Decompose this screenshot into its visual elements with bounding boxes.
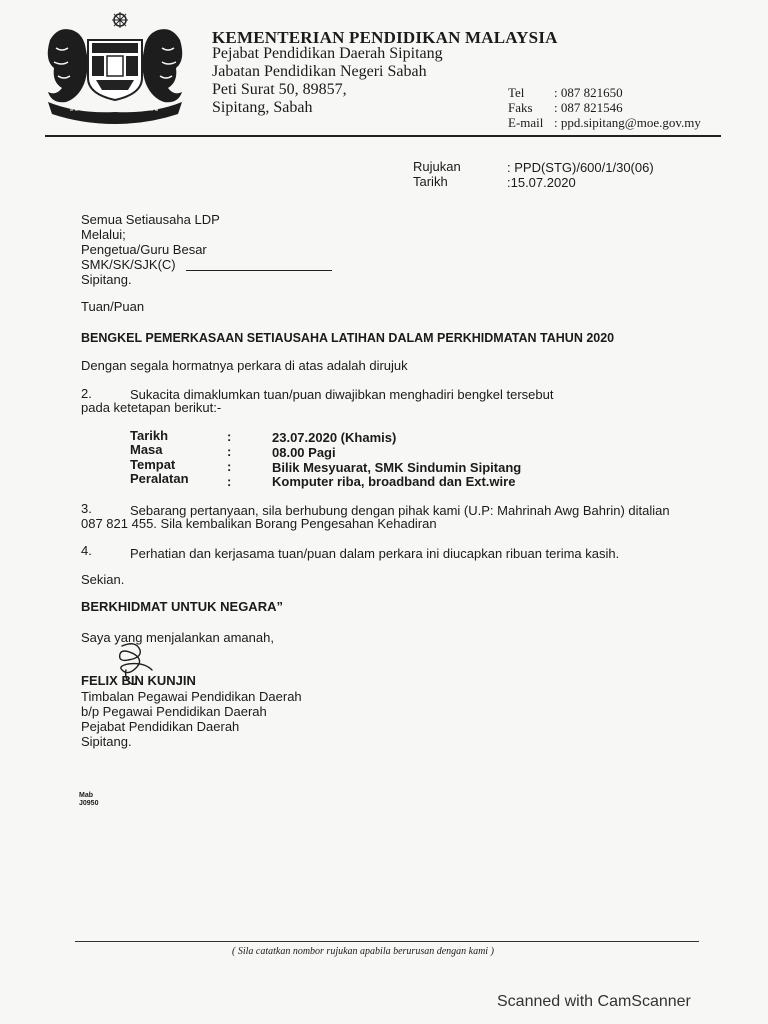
tel-label: Tel [508,85,525,100]
subject-heading: BENGKEL PEMERKASAAN SETIAUSAHA LATIHAN DALAM PERKHIDMATAN TAHUN 2020 [81,331,615,345]
detail-label-date: Tarikh [130,428,169,443]
para-number: 2. [81,386,92,401]
date-value: :15.07.2020 [507,175,576,190]
detail-label-equipment: Peralatan [130,471,189,486]
reference-label: Rujukan [413,159,461,174]
recipient-line: Sipitang. [81,272,132,287]
para-number: 4. [81,543,92,558]
detail-value-time: 08.00 Pagi [272,445,336,460]
detail-colon: : [227,459,232,474]
footer-note: ( Sila catatkan nombor rujukan apabila berurusan dengan kami ) [232,946,494,957]
detail-value-equipment: Komputer riba, broadband dan Ext.wire [272,474,516,489]
initials-line: Mab [79,792,93,799]
detail-colon: : [227,474,232,489]
signatory-title-line: Timbalan Pegawai Pendidikan Daerah [81,689,302,704]
para-4-line-1: Perhatian dan kerjasama tuan/puan dalam perkara ini diucapkan ribuan terima kasih. [130,546,620,561]
para-3-line-1: Sebarang pertanyaan, sila berhubung dengan pihak kami (U.P: Mahrinah Awg Bahrin) ditalian [130,503,670,518]
tel-value: : 087 821650 [554,85,623,100]
address-line-1: Peti Surat 50, 89857, [212,81,347,98]
coat-of-arms-crest [40,10,190,126]
para-2-line-2: pada ketetapan berikut:- [81,400,222,415]
email-label: E-mail [508,115,544,130]
signatory-name: FELIX BIN KUNJIN [81,673,196,688]
school-name-blank [186,270,332,271]
footer-divider [75,941,699,942]
detail-colon: : [227,444,232,459]
email-value: : ppd.sipitang@moe.gov.my [554,115,701,130]
para-2-line-1: Sukacita dimaklumkan tuan/puan diwajibkan menghadiri bengkel tersebut [130,387,554,402]
recipient-line: Pengetua/Guru Besar [81,242,207,257]
recipient-line: Melalui; [81,227,126,242]
department-name: Jabatan Pendidikan Negeri Sabah [212,63,427,80]
detail-value-date: 23.07.2020 (Khamis) [272,430,397,445]
fax-value: : 087 821546 [554,100,623,115]
signatory-title-line: Pejabat Pendidikan Daerah [81,719,240,734]
reference-value: : PPD(STG)/600/1/30(06) [507,160,654,175]
motto: BERKHIDMAT UNTUK NEGARA” [81,599,283,614]
recipient-line: Semua Setiausaha LDP [81,212,220,227]
date-label: Tarikh [413,174,448,189]
detail-label-time: Masa [130,442,163,457]
para-3-line-2: 087 821 455. Sila kembalikan Borang Pengesahan Kehadiran [81,516,437,531]
para-number: 3. [81,501,92,516]
letterhead-divider [45,135,721,137]
address-line-2: Sipitang, Sabah [212,99,313,116]
detail-label-venue: Tempat [130,457,176,472]
office-name: Pejabat Pendidikan Daerah Sipitang [212,45,443,62]
signatory-title-line: b/p Pegawai Pendidikan Daerah [81,704,267,719]
ministry-name: KEMENTERIAN PENDIDIKAN MALAYSIA [212,28,558,47]
recipient-line: SMK/SK/SJK(C) [81,257,176,272]
signatory-title-line: Sipitang. [81,734,132,749]
salutation: Tuan/Puan [81,299,145,314]
closing: Sekian. [81,572,125,587]
trust-line: Saya yang menjalankan amanah, [81,630,274,645]
opening-line: Dengan segala hormatnya perkara di atas adalah dirujuk [81,358,408,373]
fax-label: Faks [508,100,533,115]
initials-line: J0950 [79,800,99,807]
detail-value-venue: Bilik Mesyuarat, SMK Sindumin Sipitang [272,460,522,475]
scanner-watermark: Scanned with CamScanner [497,993,691,1010]
detail-colon: : [227,429,232,444]
